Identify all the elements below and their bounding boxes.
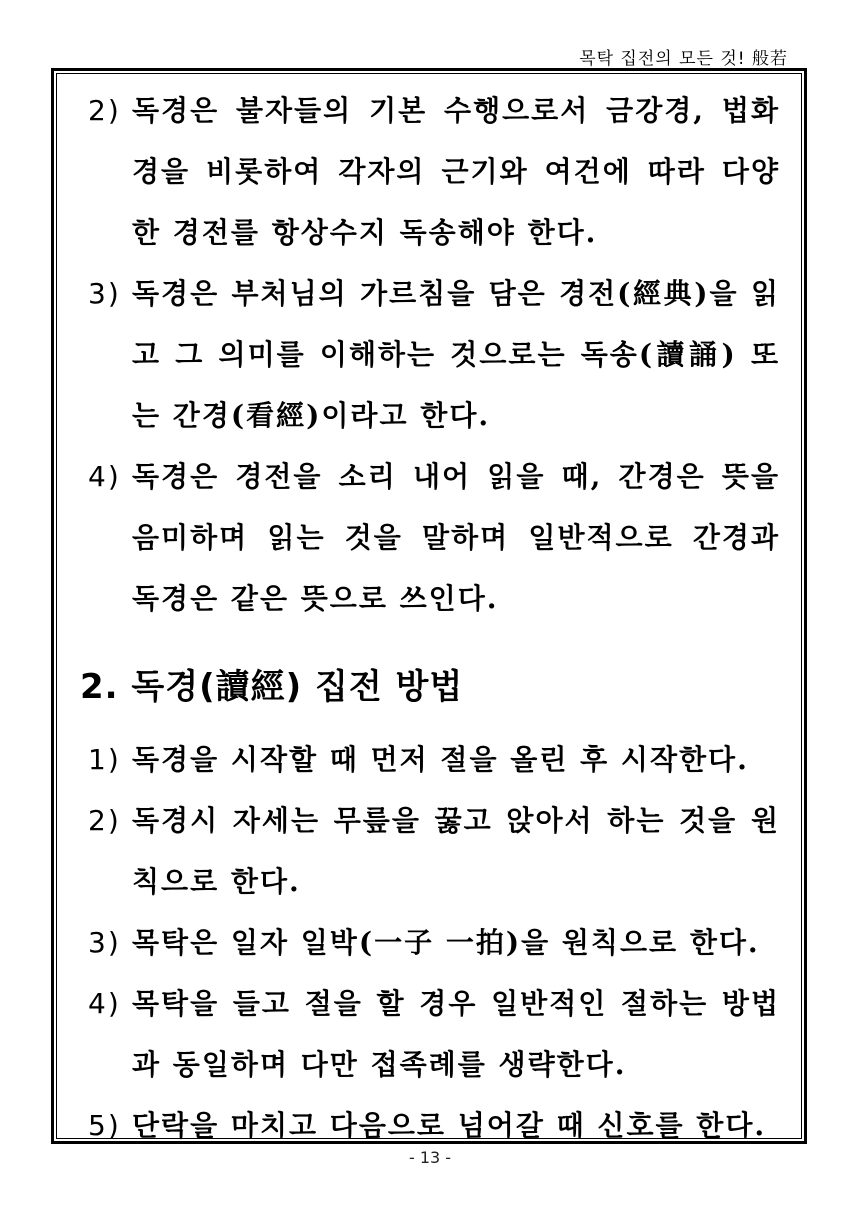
list-item-number: 3) xyxy=(88,926,121,959)
section-heading: 2. 독경(讀經) 집전 방법 xyxy=(80,667,464,707)
page-number: - 13 - xyxy=(408,1148,452,1167)
list-item-number: 2) xyxy=(88,804,121,837)
list-item-text: 단락을 마치고 다음으로 넘어갈 때 신호를 한다. xyxy=(132,1109,767,1142)
page-content xyxy=(80,80,780,1156)
list-item-text: 목탁은 일자 일박(一子 一拍)을 원칙으로 한다. xyxy=(132,926,760,959)
list-item-number: 1) xyxy=(88,743,121,776)
list-item xyxy=(80,446,780,629)
list-item xyxy=(80,263,780,446)
running-header: 목탁 집전의 모든 것! 般若 xyxy=(579,49,788,69)
list-item xyxy=(80,973,780,1095)
list-item-text: 독경은 부처님의 가르침을 담은 경전(經典)을 읽고 그 의미를 이해하는 것으로는 독송(讀誦) 또는 간경(看經)이라고 한다. xyxy=(132,277,780,432)
list-item-number: 4) xyxy=(88,460,121,493)
list-item xyxy=(80,1095,780,1156)
list-item xyxy=(80,790,780,912)
list-item-text: 독경은 경전을 소리 내어 읽을 때, 간경은 뜻을 음미하며 읽는 것을 말하며 일반적으로 간경과 독경은 같은 뜻으로 쓰인다. xyxy=(132,460,780,615)
list-item-text: 독경을 시작할 때 먼저 절을 올린 후 시작한다. xyxy=(132,743,749,776)
list-item-number: 4) xyxy=(88,987,121,1020)
list-item xyxy=(80,80,780,263)
list-item xyxy=(80,912,780,973)
list-item-number: 2) xyxy=(88,94,121,127)
list-item-number: 5) xyxy=(88,1109,121,1142)
list-item-number: 3) xyxy=(88,277,121,310)
list-item-text: 독경은 불자들의 기본 수행으로서 금강경, 법화경을 비롯하여 각자의 근기와 여건에 따라 다양한 경전를 항상수지 독송해야 한다. xyxy=(132,94,780,249)
list-item xyxy=(80,729,780,790)
list-item-text: 독경시 자세는 무릎을 꿇고 앉아서 하는 것을 원칙으로 한다. xyxy=(132,804,780,898)
list-item-text: 목탁을 들고 절을 할 경우 일반적인 절하는 방법과 동일하며 다만 접족례를 생략한다. xyxy=(132,987,780,1081)
